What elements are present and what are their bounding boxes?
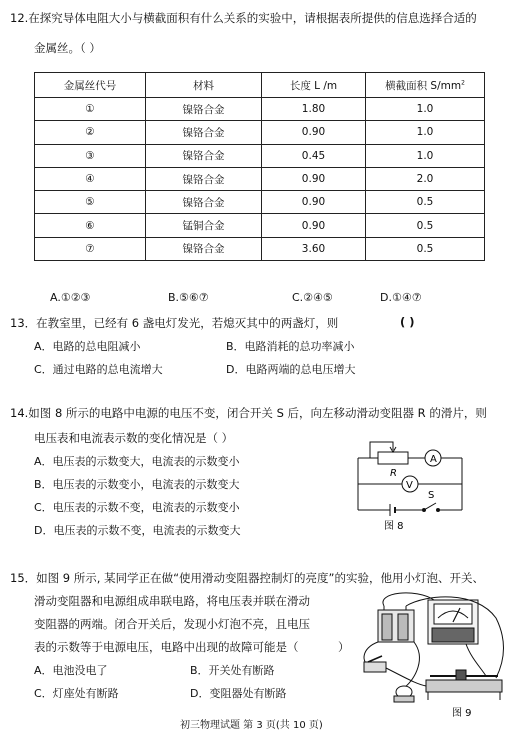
q15-option-a[interactable]: A．电池没电了: [34, 664, 108, 677]
table-row: [35, 98, 485, 121]
cell: 镍铬合金: [146, 144, 262, 167]
q14-line2: 电压表和电流表示数的变化情况是（ ）: [34, 431, 234, 445]
rheostat-symbol: [378, 452, 408, 464]
cell: 锰铜合金: [146, 214, 262, 237]
cell: 0.5: [366, 191, 485, 214]
r-label: R: [390, 468, 397, 479]
q15-option-b[interactable]: B．开关处有断路: [190, 664, 275, 677]
cell: ⑥: [35, 214, 146, 237]
s-label: S: [428, 490, 435, 501]
table-header-row: [35, 73, 485, 98]
cell: 镍铬合金: [146, 237, 262, 260]
cell: 0.5: [366, 214, 485, 237]
cell: 1.0: [366, 121, 485, 144]
header-length: 长度 L /m: [262, 73, 366, 98]
table-row: [35, 191, 485, 214]
cell: 镍铬合金: [146, 98, 262, 121]
cell: ③: [35, 144, 146, 167]
cell: 0.5: [366, 237, 485, 260]
cell: 0.90: [262, 214, 366, 237]
page-footer: 初三物理试题 第 3 页(共 10 页): [180, 720, 323, 731]
header-code: 金属丝代号: [35, 73, 146, 98]
wire-table: [34, 72, 485, 261]
cell: 1.80: [262, 98, 366, 121]
figure-9-label: 图 9: [452, 708, 472, 719]
cell: 1.0: [366, 98, 485, 121]
cell: 0.90: [262, 121, 366, 144]
cell: 镍铬合金: [146, 121, 262, 144]
q12-option-a[interactable]: A.①②③: [50, 291, 91, 304]
q12-option-d[interactable]: D.①④⑦: [380, 291, 422, 304]
cell: 0.90: [262, 167, 366, 190]
header-area-sup: 2: [461, 79, 465, 86]
cell: 镍铬合金: [146, 167, 262, 190]
switch-lever: [424, 503, 436, 510]
header-material: 材料: [146, 73, 262, 98]
rheostat-device: [426, 680, 502, 692]
table-row: [35, 144, 485, 167]
circuit-figure-8: [350, 432, 470, 532]
q13-option-b[interactable]: B．电路消耗的总功率减小: [226, 340, 355, 353]
q15-option-c[interactable]: C．灯座处有断路: [34, 687, 119, 700]
q13-option-a[interactable]: A．电路的总电阻减小: [34, 340, 141, 353]
q15-line1: 15．如图 9 所示, 某同学正在做“使用滑动变阻器控制灯的亮度”的实验，他用小灯泡、开关、: [10, 571, 484, 585]
q15-option-d[interactable]: D．变阻器处有断路: [190, 687, 287, 700]
q15-line2: 滑动变阻器和电源组成串联电路，将电压表并联在滑动: [34, 594, 310, 608]
q12-line1: 12.在探究导体电阻大小与横截面积有什么关系的实验中，请根据表所提供的信息选择合适的: [10, 11, 477, 25]
header-area-text: 横截面积 S/mm: [385, 79, 462, 92]
q13-stem: 13．在教室里，已经有 6 盏电灯发光，若熄灭其中的两盏灯，则: [10, 316, 339, 330]
cell: 0.90: [262, 191, 366, 214]
cell: ④: [35, 167, 146, 190]
table-row: [35, 214, 485, 237]
table-row: [35, 237, 485, 260]
cell: 1.0: [366, 144, 485, 167]
q14-option-d[interactable]: D．电压表的示数不变，电流表的示数变大: [34, 524, 241, 537]
q12-option-c[interactable]: C.②④⑤: [292, 291, 333, 304]
q13-option-d[interactable]: D．电路两端的总电压增大: [226, 363, 356, 376]
cell: ①: [35, 98, 146, 121]
table-row: [35, 167, 485, 190]
switch-device: [364, 662, 386, 672]
cell: ⑦: [35, 237, 146, 260]
v-label: V: [406, 480, 413, 491]
q12-line2: 金属丝。（ ）: [34, 41, 101, 55]
q15-paren-close: ）: [338, 640, 350, 654]
cell: 0.45: [262, 144, 366, 167]
a-label: A: [430, 454, 437, 465]
q14-option-b[interactable]: B．电压表的示数变小，电流表的示数变大: [34, 478, 240, 491]
apparatus-figure-9: [356, 588, 524, 723]
cell: ⑤: [35, 191, 146, 214]
cell: 镍铬合金: [146, 191, 262, 214]
q14-option-c[interactable]: C．电压表的示数不变，电流表的示数变小: [34, 501, 240, 514]
q15-line3: 变阻器的两端。闭合开关后，发现小灯泡不亮，且电压: [34, 617, 310, 631]
figure-8-label: 图 8: [384, 521, 404, 532]
q14-line1: 14.如图 8 所示的电路中电源的电压不变，闭合开关 S 后，向左移动滑动变阻器 R 的滑片，则: [10, 406, 487, 420]
header-area: [366, 73, 485, 98]
q15-line4: 表的示数等于电源电压，电路中出现的故障可能是（: [34, 640, 299, 654]
cell: 3.60: [262, 237, 366, 260]
q12-option-b[interactable]: B.⑤⑥⑦: [168, 291, 209, 304]
q13-paren: ( ): [400, 315, 415, 329]
cell: ②: [35, 121, 146, 144]
q13-option-c[interactable]: C．通过电路的总电流增大: [34, 363, 163, 376]
table-row: [35, 121, 485, 144]
q14-option-a[interactable]: A．电压表的示数变大，电流表的示数变小: [34, 455, 240, 468]
cell: 2.0: [366, 167, 485, 190]
